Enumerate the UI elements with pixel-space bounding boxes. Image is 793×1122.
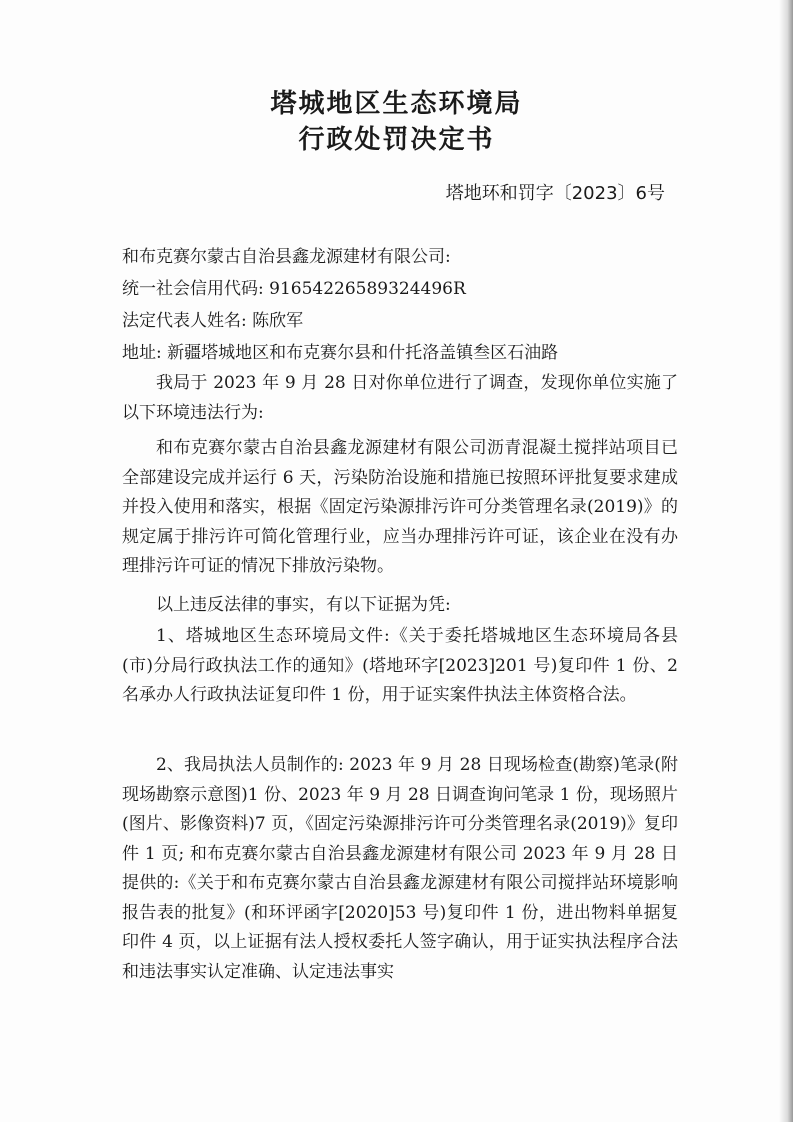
party-legal-representative: 法定代表人姓名: 陈欣军 (122, 311, 304, 331)
party-credit-code: 统一社会信用代码: 91654226589324496R (122, 279, 466, 299)
scan-edge-shadow (779, 0, 793, 1122)
document-title-type: 行政处罚决定书 (298, 125, 495, 155)
paragraph-evidence-2: 2、我局执法人员制作的: 2023 年 9 月 28 日现场检查(勘察)笔录(附现场勘察示意图)1 份、2023 年 9 月 28 日调查询问笔录 1 份，现场照片(图片、影像资料)7 页，《固定污染源排污许可分类管理名录(2019)》复印件 1 页; 和布克赛尔蒙古自治县鑫龙源建材有限公司 2023 年 9 月 28 日提供的:《关于和布克赛尔蒙古自治县鑫龙源建材有限公司搅拌站环境影响报告表的批复》(和环评函字[2020]53 号)复印件 1 份，进出物料单据复印件 4 页，以上证据有法人授权委托人签字确认，用于证实执法程序合法和违法事实认定准确、认定违法事实 (122, 755, 678, 982)
party-company: 和布克赛尔蒙古自治县鑫龙源建材有限公司: (122, 247, 451, 267)
paragraph-evidence-1: 1、塔城地区生态环境局文件:《关于委托塔城地区生态环境局各县(市)分局行政执法工作的通知》(塔地环字[2023]201 号)复印件 1 份、2 名承办人行政执法证复印件 1 份，用于证实案件执法主体资格合法。 (122, 626, 678, 705)
paragraph-violation-facts: 和布克赛尔蒙古自治县鑫龙源建材有限公司沥青混凝土搅拌站项目已全部建设完成并运行 6 天，污染防治设施和措施已按照环评批复要求建成并投入使用和落实，根据《固定污染源排污许可分类管理名录(2019)》的规定属于排污许可简化管理行业，应当办理排污许可证，该企业在没有办理排污许可证的情况下排放污染物。 (122, 438, 678, 576)
paragraph-evidence-intro: 以上违反法律的事实，有以下证据为凭: (156, 595, 451, 615)
document-number: 塔地环和罚字〔2023〕6号 (445, 183, 665, 204)
party-address: 地址: 新疆塔城地区和布克赛尔县和什托洛盖镇叁区石油路 (122, 343, 559, 363)
document-title-agency: 塔城地区生态环境局 (270, 89, 523, 119)
paragraph-investigation: 我局于 2023 年 9 月 28 日对你单位进行了调查，发现你单位实施了以下环境违法行为: (122, 373, 678, 423)
